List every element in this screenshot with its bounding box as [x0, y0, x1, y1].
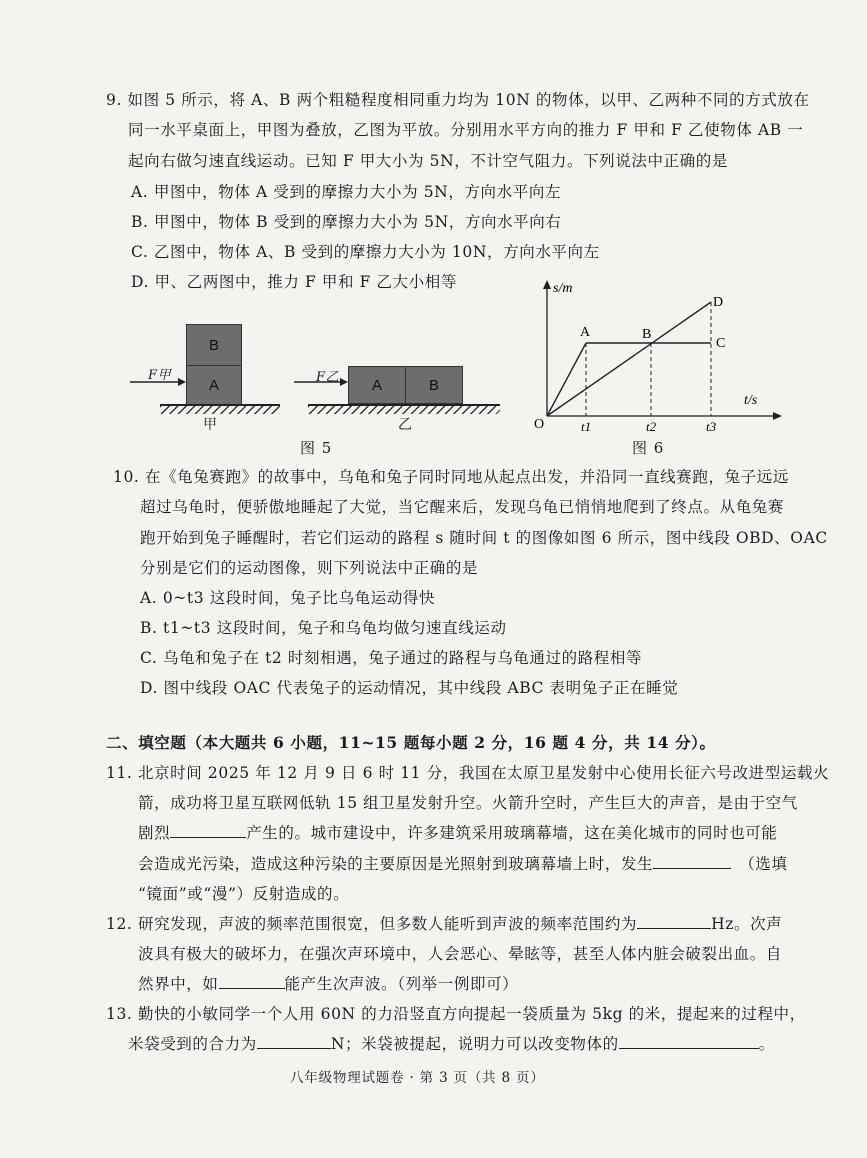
x-axis-label: t/s: [744, 393, 758, 408]
block-b-stacked: B: [186, 324, 242, 366]
force-label-yi: F乙: [316, 370, 340, 385]
q10-line-2: 超过乌龟时，便骄傲地睡起了大觉，当它醒来后，发现乌龟已悄悄地爬到了终点。从龟兔赛: [140, 498, 785, 516]
x-axis-arrowhead: [773, 412, 782, 420]
q11-line-5: “镜面”或“漫”）反射造成的。: [138, 885, 350, 903]
tick-t1: t1: [581, 419, 592, 434]
q11-line-1: 11. 北京时间 2025 年 12 月 9 日 6 时 11 分，我国在太原卫星发射中心使用长征六号改进型运载火: [106, 764, 830, 782]
tick-t3: t3: [706, 419, 717, 434]
point-b-label: B: [642, 327, 652, 342]
q13-line-2: 米袋受到的合力为 N；米袋被提起，说明力可以改变物体的 。: [128, 1035, 775, 1053]
q10-option-c: C. 乌龟和兔子在 t2 时刻相遇，兔子通过的路程与乌龟通过的路程相等: [140, 649, 643, 667]
point-a-label: A: [580, 325, 591, 340]
q12-blank-2[interactable]: [219, 974, 285, 989]
q13-blank-2[interactable]: [619, 1034, 759, 1049]
segment-oa: [547, 343, 586, 416]
q11-blank-1[interactable]: [170, 823, 246, 838]
q10-line-3: 跑开始到兔子睡醒时，若它们运动的路程 s 随时间 t 的图像如图 6 所示，图中线段 OBD、OAC: [140, 529, 828, 547]
q12-line-2: 波具有极大的破坏力，在强次声环境中，人会恶心、晕眩等，甚至人体内脏会破裂出血。自: [138, 945, 783, 963]
figure-6-caption: 图 6: [632, 439, 665, 457]
block-a-flat: A: [348, 366, 406, 404]
q13-line-1: 13. 勤快的小敏同学一个人用 60N 的力沿竖直方向提起一袋质量为 5kg 的米，提起来的过程中，: [106, 1005, 806, 1023]
q13-blank-1[interactable]: [257, 1034, 331, 1049]
figure-5-caption: 图 5: [300, 439, 333, 457]
ground-hatch-jia: [160, 406, 280, 414]
q12-blank-1[interactable]: [637, 914, 711, 929]
q11-blank-2[interactable]: [653, 854, 731, 869]
figure-6-graph: [530, 276, 790, 436]
q9-line-1: 9. 如图 5 所示，将 A、B 两个粗糙程度相同重力均为 10N 的物体，以甲、乙两种不同的方式放在: [106, 91, 810, 109]
ground-hatch-yi: [308, 406, 500, 414]
q11-line-3: 剧烈 产生的。城市建设中，许多建筑采用玻璃幕墙，这在美化城市的同时也可能: [138, 824, 778, 842]
label-jia: 甲: [203, 417, 218, 433]
q10-option-d: D. 图中线段 OAC 代表兔子的运动情况，其中线段 ABC 表明兔子正在睡觉: [140, 679, 679, 697]
q12-line-1: 12. 研究发现，声波的频率范围很宽，但多数人能听到声波的频率范围约为 Hz。次声: [106, 915, 783, 933]
block-a-stacked: A: [186, 365, 242, 405]
tick-t2: t2: [646, 419, 657, 434]
q9-option-a: A. 甲图中，物体 A 受到的摩擦力大小为 5N，方向水平向左: [131, 183, 562, 201]
q9-line-2: 同一水平桌面上，甲图为叠放，乙图为平放。分别用水平方向的推力 F 甲和 F 乙使物体 AB 一: [128, 121, 804, 139]
y-axis-arrowhead: [543, 280, 551, 289]
segment-obd: [547, 302, 711, 416]
q11-line-2: 箭，成功将卫星互联网低轨 15 组卫星发射升空。火箭升空时，产生巨大的声音，是由于空气: [138, 794, 798, 812]
q9-option-c: C. 乙图中，物体 A、B 受到的摩擦力大小为 10N，方向水平向左: [131, 243, 600, 261]
section-2-heading: 二、填空题（本大题共 6 小题，11~15 题每小题 2 分，16 题 4 分，共 14 分）。: [106, 733, 716, 752]
force-label-jia: F甲: [148, 368, 172, 383]
point-c-label: C: [716, 336, 726, 351]
block-b-flat: B: [405, 366, 463, 404]
q10-option-a: A. 0~t3 这段时间，兔子比乌龟运动得快: [140, 589, 436, 607]
label-yi: 乙: [398, 417, 413, 433]
page-footer: 八年级物理试题卷 · 第 3 页（共 8 页）: [290, 1070, 545, 1086]
origin-label: O: [534, 417, 545, 432]
q9-option-b: B. 甲图中，物体 B 受到的摩擦力大小为 5N，方向水平向右: [131, 213, 562, 231]
q10-line-4: 分别是它们的运动图像，则下列说法中正确的是: [140, 559, 479, 577]
q9-option-d: D. 甲、乙两图中，推力 F 甲和 F 乙大小相等: [131, 273, 457, 291]
q10-line-1: 10. 在《龟兔赛跑》的故事中，乌龟和兔子同时同地从起点出发，并沿同一直线赛跑，兔子远远: [113, 468, 789, 486]
q9-line-3: 起向右做匀速直线运动。已知 F 甲大小为 5N，不计空气阻力。下列说法中正确的是: [128, 152, 728, 170]
q11-line-4: 会造成光污染，造成这种污染的主要原因是光照射到玻璃幕墙上时，发生 （选填: [138, 855, 788, 873]
y-axis-label: s/m: [553, 281, 573, 296]
point-d-label: D: [713, 295, 724, 310]
q12-line-3: 然界中，如 能产生次声波。（列举一例即可）: [138, 975, 519, 993]
q10-option-b: B. t1~t3 这段时间，兔子和乌龟均做匀速直线运动: [140, 619, 507, 637]
